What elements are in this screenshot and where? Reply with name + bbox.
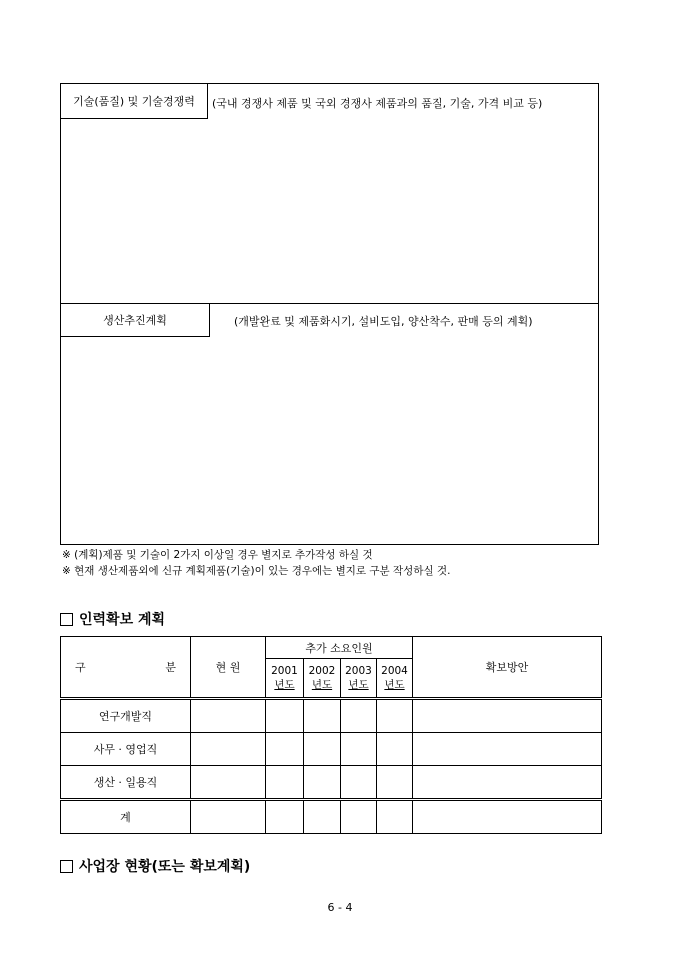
row-label-office: 사무 · 영업직 [61, 733, 191, 766]
cell-input[interactable] [341, 766, 377, 800]
checkbox-icon [60, 613, 73, 626]
production-plan-note: (개발완료 및 제품화시기, 설비도입, 양산착수, 판매 등의 계획) [234, 315, 533, 328]
category-header: 구 분 [61, 637, 191, 699]
table-row [61, 699, 602, 733]
cell-input[interactable] [413, 766, 602, 800]
year-header-2002: 2002 년도 [304, 659, 341, 699]
cell-input[interactable] [304, 699, 341, 733]
cell-input[interactable] [377, 800, 413, 834]
table-row [61, 733, 602, 766]
cell-input[interactable] [341, 800, 377, 834]
cell-input[interactable] [266, 699, 304, 733]
table-row [61, 766, 602, 800]
year-header-2001: 2001 년도 [266, 659, 304, 699]
staffing-table [60, 636, 602, 834]
row-label-rnd: 연구개발직 [61, 699, 191, 733]
table-row [61, 800, 602, 834]
cell-input[interactable] [341, 733, 377, 766]
footnote-2: ※ 현재 생산제품외에 신규 계획제품(기술)이 있는 경우에는 별지로 구분 작성하실 것. [62, 565, 451, 577]
cell-input[interactable] [191, 733, 266, 766]
cell-input[interactable] [191, 699, 266, 733]
acquisition-plan-header: 확보방안 [413, 637, 602, 699]
production-plan-label-box [60, 303, 210, 337]
cell-input[interactable] [191, 766, 266, 800]
current-staff-header: 현 원 [191, 637, 266, 699]
cell-input[interactable] [413, 733, 602, 766]
production-plan-label: 생산추진계획 [103, 314, 167, 327]
year-header-2003: 2003 년도 [341, 659, 377, 699]
row-label-production: 생산 · 일용직 [61, 766, 191, 800]
tech-competitiveness-note: (국내 경쟁사 제품 및 국외 경쟁사 제품과의 품질, 기술, 가격 비교 등) [212, 97, 543, 110]
production-plan-input-area[interactable] [61, 338, 598, 544]
cell-input[interactable] [304, 766, 341, 800]
cell-input[interactable] [266, 800, 304, 834]
tech-competitiveness-label: 기술(품질) 및 기술경쟁력 [73, 95, 195, 108]
row-label-total: 계 [61, 800, 191, 834]
staffing-title-text: 인력확보 계획 [79, 612, 166, 628]
site-title-text: 사업장 현황(또는 확보계획) [79, 859, 251, 875]
tech-competitiveness-input-area[interactable] [61, 120, 598, 303]
cell-input[interactable] [304, 800, 341, 834]
cell-input[interactable] [266, 733, 304, 766]
additional-staff-header: 추가 소요인원 [266, 637, 413, 659]
cell-input[interactable] [377, 766, 413, 800]
cell-input[interactable] [377, 699, 413, 733]
cell-input[interactable] [304, 733, 341, 766]
footnote-1: ※ (계획)제품 및 기술이 2가지 이상일 경우 별지로 추가작성 하실 것 [62, 549, 373, 561]
cell-input[interactable] [377, 733, 413, 766]
staffing-section-title [60, 609, 165, 629]
cell-input[interactable] [266, 766, 304, 800]
site-section-title [60, 856, 250, 876]
cell-input[interactable] [413, 800, 602, 834]
cell-input[interactable] [413, 699, 602, 733]
cell-input[interactable] [191, 800, 266, 834]
year-header-2004: 2004 년도 [377, 659, 413, 699]
checkbox-icon [60, 860, 73, 873]
page-number: 6 - 4 [327, 901, 353, 914]
cell-input[interactable] [341, 699, 377, 733]
tech-competitiveness-label-box [60, 83, 208, 119]
